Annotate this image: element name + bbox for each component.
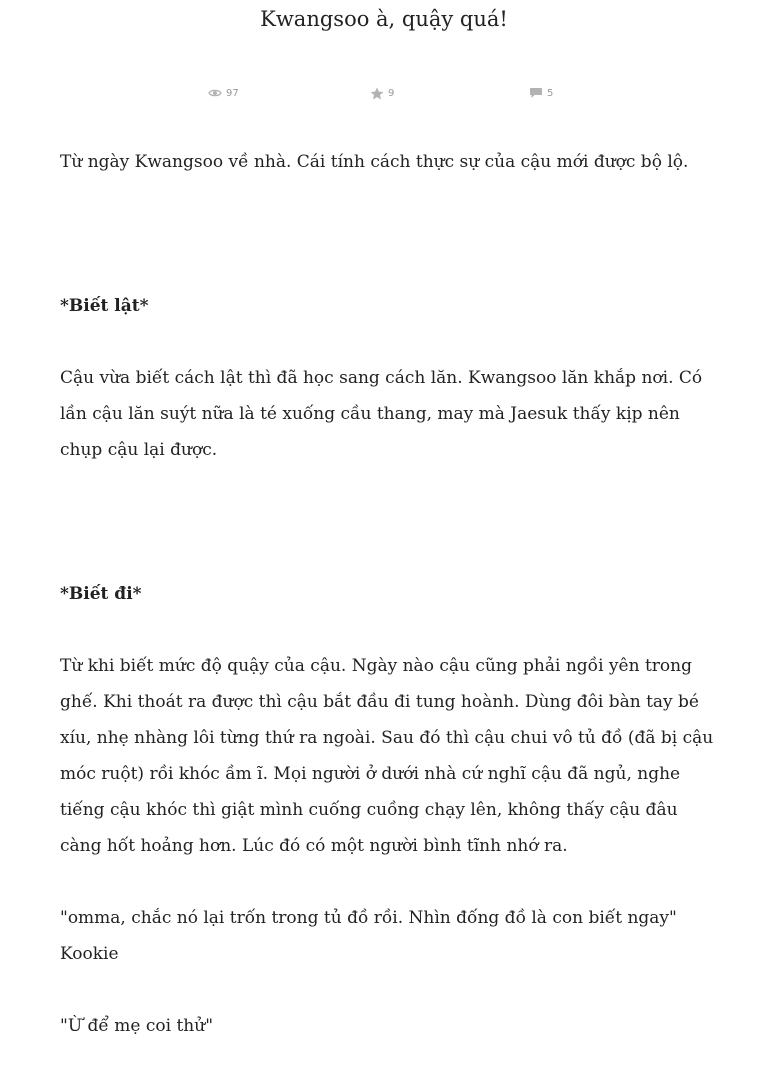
chapter-stats <box>0 85 768 101</box>
reads-value: 97 <box>226 87 239 99</box>
story-paragraph: Cậu vừa biết cách lật thì đã học sang cách lăn. Kwangsoo lăn khắp nơi. Có lần cậu lăn suýt nữa là té xuống cầu thang, may mà Jaesuk thấy kịp nên chụp cậu lại được. <box>60 368 703 460</box>
section-heading-biet-lat: *Biết lật* <box>60 296 149 316</box>
story-text <box>60 144 716 1080</box>
dialogue-line: "omma, chắc nó lại trốn trong tủ đồ rồi. Nhìn đống đồ là con biết ngay" Kookie <box>60 908 677 964</box>
comments-value: 5 <box>547 87 554 99</box>
votes-count <box>370 85 394 101</box>
comments-count <box>529 85 553 101</box>
votes-value: 9 <box>388 87 395 99</box>
story-paragraph: Từ khi biết mức độ quậy của cậu. Ngày nào cậu cũng phải ngồi yên trong ghế. Khi thoát ra được thì cậu bắt đầu đi tung hoành. Dùng đôi bàn tay bé xíu, nhẹ nhàng lôi từng thứ ra ngoài. Sau đó thì cậu chui vô tủ đồ (đã bị cậu móc ruột) rồi khóc ầm ĩ. Mọi người ở dưới nhà cứ nghĩ cậu đã ngủ, nghe tiếng cậu khóc thì giật mình cuống cuồng chạy lên, không thấy cậu đâu càng hốt hoảng hơn. Lúc đó có một người bình tĩnh nhớ ra. <box>60 656 714 856</box>
comment-icon <box>529 87 547 99</box>
chapter-title: Kwangsoo à, quậy quá! <box>260 7 508 31</box>
star-icon <box>370 87 388 100</box>
story-paragraph: Từ ngày Kwangsoo về nhà. Cái tính cách thực sự của cậu mới được bộ lộ. <box>60 152 689 172</box>
eye-icon <box>208 88 226 98</box>
dialogue-line: "Ừ để mẹ coi thử" <box>60 1016 214 1036</box>
reads-count <box>208 85 239 101</box>
section-heading-biet-di: *Biết đi* <box>60 584 142 604</box>
